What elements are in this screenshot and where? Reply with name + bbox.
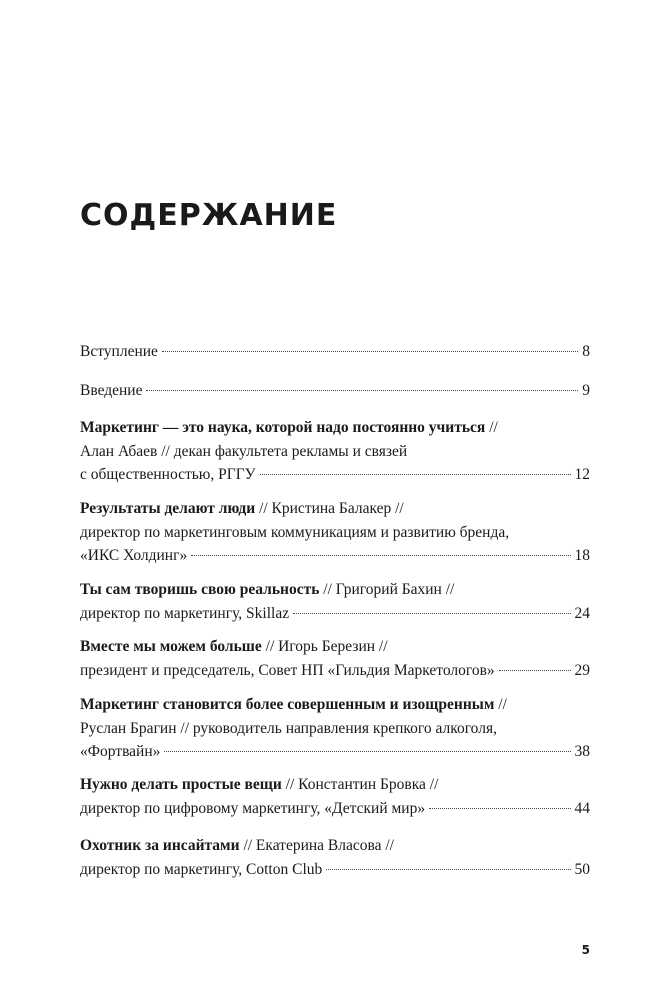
toc-page-number: 29 (574, 661, 590, 679)
toc-entry-heading: Охотник за инсайтами (80, 837, 240, 854)
toc-entry-author: // Константин Бровка // (281, 776, 439, 793)
toc-entry-heading: Нужно делать простые вещи (80, 776, 282, 793)
toc-entry[interactable] (80, 773, 590, 820)
page-title: СОДЕРЖАНИЕ (80, 198, 338, 233)
toc-page-number: 44 (574, 799, 590, 817)
toc-page-number: 24 (574, 604, 590, 622)
toc-entry-heading-line (80, 416, 590, 440)
toc-entry-heading-line (80, 635, 590, 659)
toc-entry[interactable] (80, 497, 590, 568)
toc-entry-heading-line (80, 578, 590, 602)
dot-leader (146, 390, 578, 391)
toc-entry-heading-line (80, 773, 590, 797)
dot-leader (429, 808, 570, 809)
toc-entry-affiliation: «Фортвайн» (80, 743, 161, 760)
toc-entry-line: Руслан Брагин // руководитель направления крепкого алкоголя, (80, 719, 497, 737)
toc-page-number: 18 (574, 547, 590, 564)
toc-entry-affiliation: «ИКС Холдинг» (80, 547, 188, 564)
toc-page-number: 50 (574, 860, 590, 878)
toc-entry-heading-line (80, 497, 590, 521)
toc-entry[interactable] (80, 379, 590, 403)
toc-entry[interactable] (80, 578, 590, 625)
toc-entry[interactable] (80, 693, 590, 764)
toc-entry-author: // (494, 696, 507, 713)
toc-entry-author: // Кристина Балакер // (255, 500, 404, 517)
toc-entry-heading: Вместе мы можем больше (80, 638, 262, 655)
toc-entry-heading-line (80, 834, 590, 858)
toc-entry-line: Алан Абаев // декан факультета рекламы и связей (80, 442, 408, 460)
dot-leader (162, 351, 578, 352)
dot-leader (260, 474, 571, 475)
toc-page-number: 12 (574, 466, 590, 483)
toc-entry-author: // Игорь Березин // (261, 638, 388, 655)
toc-entry[interactable] (80, 834, 590, 881)
toc-entry-affiliation: директор по маркетингу, Cotton Club (80, 860, 323, 878)
toc-entry-title: Вступление (80, 343, 158, 360)
toc-entry-heading: Маркетинг становится более совершенным и изощренным (80, 696, 495, 713)
toc-entry-title: Введение (80, 382, 143, 399)
toc-entry-last-line (80, 740, 590, 764)
dot-leader (499, 670, 571, 671)
toc-entry-affiliation: директор по цифровому маркетингу, «Детский мир» (80, 799, 426, 817)
toc-page-number: 8 (582, 343, 590, 360)
toc-entry-line: директор по маркетинговым коммуникациям и развитию бренда, (80, 523, 510, 541)
toc-entry-heading: Результаты делают люди (80, 500, 256, 517)
toc-page-number: 38 (574, 743, 590, 760)
toc-entry-heading: Ты сам творишь свою реальность (80, 581, 320, 598)
toc-entry[interactable] (80, 635, 590, 682)
toc-entry-affiliation: президент и председатель, Совет НП «Гильдия Маркетологов» (80, 661, 495, 679)
toc-entry-last-line (80, 379, 590, 403)
toc-entry-heading-line (80, 693, 590, 717)
dot-leader (191, 555, 570, 556)
toc-entry-last-line (80, 544, 590, 568)
toc-entry-heading: Маркетинг — это наука, которой надо постоянно учиться (80, 419, 486, 436)
toc-entry-last-line (80, 602, 590, 626)
dot-leader (164, 751, 570, 752)
toc-entry-author: // (485, 419, 498, 436)
toc-entry[interactable] (80, 340, 590, 364)
toc-entry-last-line (80, 858, 590, 882)
toc-entry-author: // Екатерина Власова // (239, 837, 394, 854)
toc-entry-author: // Григорий Бахин // (319, 581, 455, 598)
toc-entry-affiliation: директор по маркетингу, Skillaz (80, 604, 290, 622)
toc-entry-last-line (80, 340, 590, 364)
dot-leader (293, 613, 570, 614)
toc-entry-last-line (80, 463, 590, 487)
toc-entry-affiliation: с общественностью, РГГУ (80, 466, 256, 483)
toc-entry[interactable] (80, 416, 590, 487)
toc-entry-last-line (80, 797, 590, 821)
page-number: 5 (581, 943, 590, 957)
dot-leader (326, 869, 570, 870)
toc-entry-last-line (80, 659, 590, 683)
toc-page-number: 9 (582, 382, 590, 399)
